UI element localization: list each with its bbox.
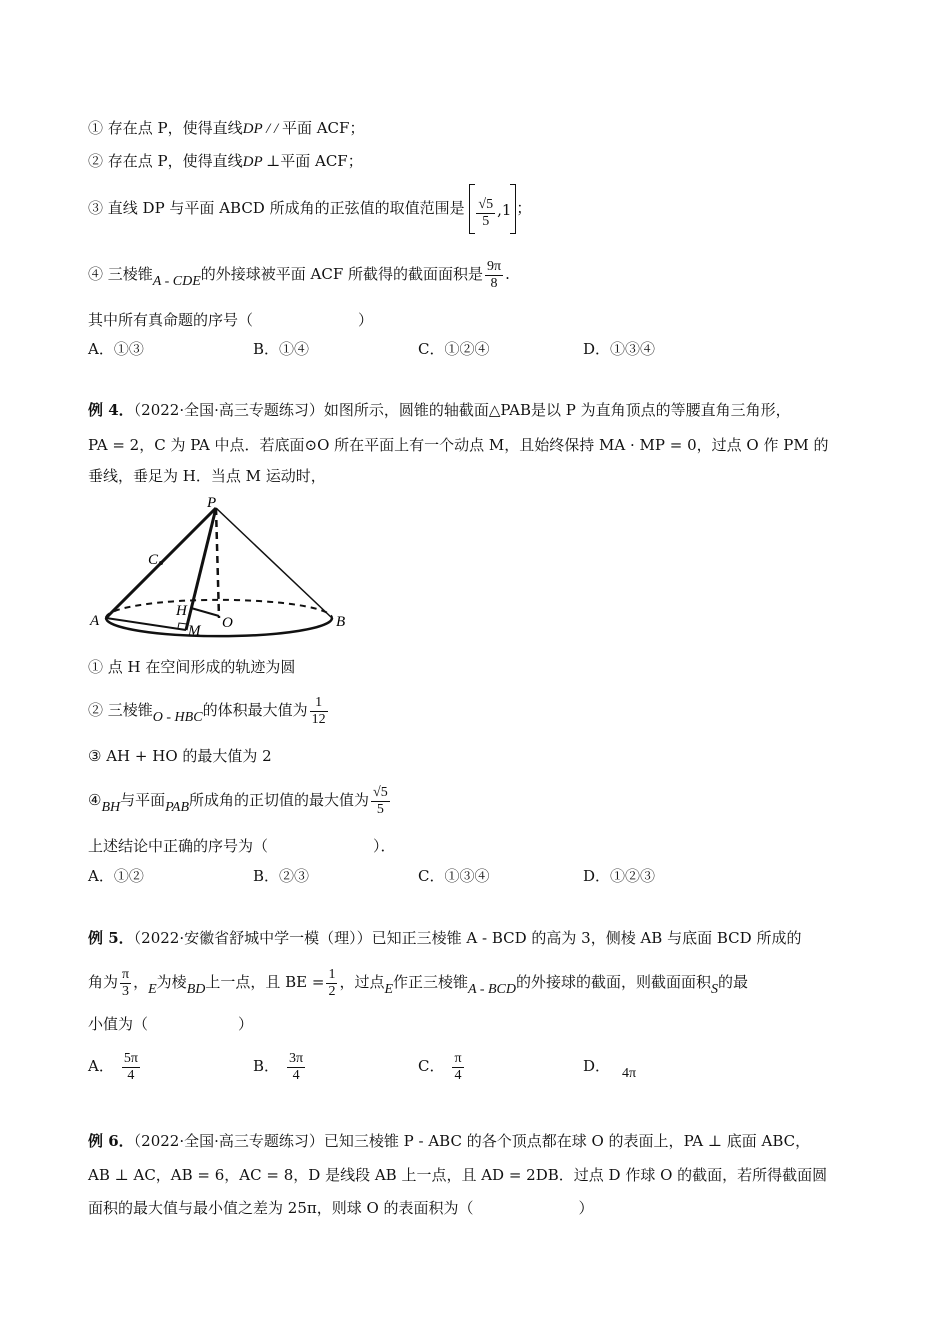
ex4-item-2-text: ② 三棱锥 [88, 701, 153, 719]
ex5-l2-pyramid: A - BCD [468, 982, 516, 997]
statement-4-pyramid: A - CDE [152, 274, 201, 289]
ex6-label: 例 6． [88, 1132, 134, 1150]
label-m: M [188, 623, 201, 639]
option-b-1[interactable]: B．①④ [253, 340, 310, 358]
statement-3-end: ； [516, 199, 532, 217]
interval-bracket [469, 185, 516, 233]
ex4-item-4-pab: PAB [165, 800, 189, 815]
statement-3-text: ③ 直线 DP 与平面 ABCD 所成角的正弦值的取值范围是 [88, 199, 465, 217]
option-d-5-label: D． [583, 1057, 611, 1075]
ex4-text-3: 垂线，垂足为 H．当点 M 运动时， [88, 467, 326, 485]
interval-upper: ,1 [497, 201, 512, 219]
angle-den: 3 [122, 983, 130, 999]
statement-4 [88, 252, 510, 298]
area-den: 8 [490, 275, 498, 291]
ex5-l2-bd: BD [186, 982, 206, 997]
option-b-5[interactable] [253, 1044, 307, 1088]
option-c-4[interactable]: C．①③④ [418, 867, 490, 885]
option-a-5-num: 5π [123, 1050, 138, 1066]
statement-3 [88, 184, 531, 233]
ex4-text-2: PA = 2，C 为 PA 中点．若底面⊙O 所在平面上有一个动点 M，且始终保持 MA · MP = 0，过点 O 作 PM 的 [88, 436, 829, 454]
ex5-l2-e3: E [384, 982, 394, 997]
ex5-l2-b: ， [133, 973, 149, 991]
tan-num: √5 [373, 784, 388, 800]
ex4-item-3: ③ AH + HO 的最大值为 2 [88, 747, 272, 765]
label-a: A [90, 613, 100, 629]
statement-4-mid: 的外接球被平面 ACF 所截得的截面面积是 [200, 265, 484, 283]
line-pb [216, 508, 332, 618]
label-c: C [148, 552, 159, 568]
ex4-line-1 [88, 400, 791, 420]
ex5-l2-d: 上一点，且 BE = [205, 973, 325, 991]
option-b-5-den: 4 [292, 1067, 300, 1083]
ex4-item-4-tail: 所成角的正切值的最大值为 [189, 791, 370, 809]
statement-1-tail: 平面 ACF； [281, 119, 365, 137]
statement-2-tail: 平面 ACF； [280, 152, 363, 170]
tan-den: 5 [376, 801, 384, 817]
ex6-text-1: （2022·全国·高三专题练习）已知三棱锥 P - ABC 的各个顶点都在球 O 的表面上，PA ⊥ 底面 ABC， [133, 1132, 811, 1150]
option-b-5-num: 3π [289, 1050, 304, 1066]
ex5-l2-a: 角为 [88, 973, 119, 991]
interval-den: 5 [482, 213, 490, 229]
statement-4-text: ④ 三棱锥 [88, 265, 153, 283]
option-a-5-den: 4 [127, 1067, 135, 1083]
statement-1-math: DP / / [242, 121, 282, 137]
option-a-5[interactable] [88, 1044, 142, 1088]
ex5-line-2 [88, 960, 748, 1006]
ex6-text-3: 面积的最大值与最小值之差为 25π，则球 O 的表面积为（ ） [88, 1199, 594, 1217]
volume-num: 1 [310, 695, 328, 712]
ex4-item-4-num: ④ [88, 791, 102, 809]
ex4-item-2 [88, 688, 330, 734]
ex5-l2-c: 为棱 [156, 973, 187, 991]
statement-2-text: ② 存在点 P，使得直线 [88, 152, 243, 170]
line-am [106, 618, 186, 630]
ex4-question: 上述结论中正确的序号为（ ）． [88, 837, 396, 855]
option-c-1[interactable]: C．①②④ [418, 340, 490, 358]
statement-4-end: . [505, 265, 510, 283]
ex6-line-1 [88, 1131, 810, 1151]
option-c-5-den: 4 [454, 1067, 462, 1083]
option-c-5-label: C． [418, 1057, 445, 1075]
base-front [106, 618, 332, 636]
ex5-line-1 [88, 928, 801, 948]
ex4-text-1: （2022·全国·高三专题练习）如图所示，圆锥的轴截面△PAB是以 P 为直角顶点的等腰直角三角形， [133, 401, 791, 419]
cone-figure [88, 490, 348, 640]
ex5-l2-f: 作正三棱锥 [393, 973, 469, 991]
statement-2 [88, 151, 363, 172]
ex4-item-2-pyramid: O - HBC [152, 710, 203, 725]
line-po [216, 508, 219, 618]
point-c [159, 561, 163, 565]
label-o: O [222, 615, 233, 631]
volume-den: 12 [311, 711, 326, 727]
label-b: B [336, 614, 346, 630]
area-num: 9π [487, 258, 502, 274]
option-c-5-num: π [454, 1050, 462, 1066]
option-a-4[interactable]: A．①② [88, 867, 144, 885]
label-p: P [207, 495, 217, 511]
line-ho [191, 608, 219, 616]
be-den: 2 [328, 983, 336, 999]
ex4-label: 例 4． [88, 401, 134, 419]
angle-num: π [122, 966, 130, 982]
option-c-5[interactable] [418, 1044, 466, 1088]
ex4-item-4-mid: 与平面 [120, 791, 166, 809]
option-a-1[interactable]: A．①③ [88, 340, 144, 358]
question-1: 其中所有真命题的序号（ ） [88, 311, 374, 329]
option-d-5[interactable] [583, 1044, 636, 1090]
ex5-l2-s: S [711, 982, 719, 997]
ex5-l2-g: 的外接球的截面，则截面面积 [516, 973, 712, 991]
be-num: 1 [328, 966, 336, 982]
ex5-l2-e: E [148, 982, 157, 997]
ex4-item-4-bh: BH [101, 800, 121, 815]
ex5-l2-e2: ，过点 [339, 973, 385, 991]
interval-num: √5 [478, 196, 494, 212]
statement-2-math: DP ⊥ [242, 154, 281, 170]
option-b-4[interactable]: B．②③ [253, 867, 310, 885]
ex4-item-2-mid: 的体积最大值为 [202, 701, 308, 719]
ex5-l2-h: 的最 [718, 973, 749, 991]
statement-1-text: ① 存在点 P，使得直线 [88, 119, 243, 137]
ex6-text-2: AB ⊥ AC，AB = 6，AC = 8，D 是线段 AB 上一点，且 AD = 2DB．过点 D 作球 O 的截面，若所得截面圆 [88, 1166, 828, 1184]
ex5-text-3: 小值为（ ） [88, 1015, 254, 1033]
option-b-5-label: B． [253, 1057, 280, 1075]
option-d-5-val: 4π [622, 1066, 637, 1081]
option-d-4[interactable]: D．①②③ [583, 867, 656, 885]
label-h: H [176, 603, 187, 619]
ex4-item-1: ① 点 H 在空间形成的轨迹为圆 [88, 658, 296, 676]
ex5-text-1: （2022·安徽省舒城中学一模（理））已知正三棱锥 A - BCD 的高为 3，侧棱 AB 与底面 BCD 所成的 [133, 929, 802, 947]
statement-1 [88, 118, 364, 139]
ex4-item-4 [88, 778, 392, 824]
ex5-label: 例 5． [88, 929, 134, 947]
option-a-5-label: A． [88, 1057, 114, 1075]
option-d-1[interactable]: D．①③④ [583, 340, 656, 358]
